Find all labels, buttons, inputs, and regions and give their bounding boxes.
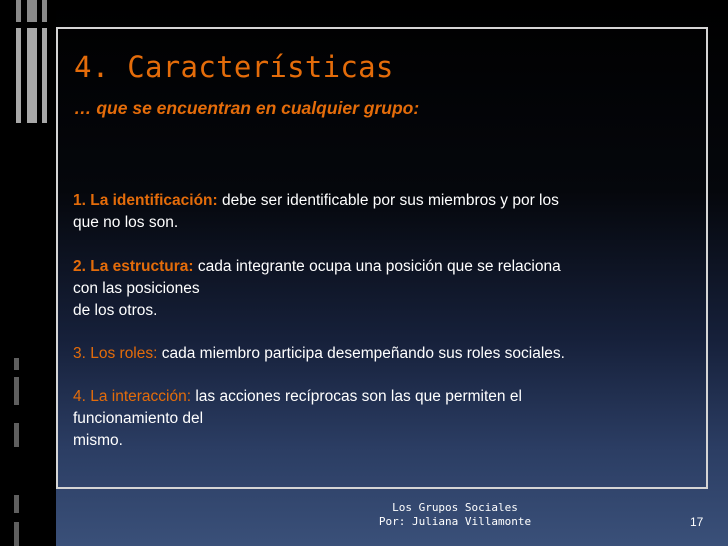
decorative-bar (16, 0, 21, 22)
item-text: mismo. (73, 432, 123, 449)
item-label: 4. La interacción: (73, 388, 192, 405)
item-text: que no los son. (73, 214, 179, 231)
decorative-bar (14, 358, 19, 370)
decorative-bar (42, 0, 47, 22)
characteristic-item-interaction (73, 386, 673, 452)
item-text: cada integrante ocupa una posición que se relaciona (197, 258, 561, 275)
decorative-bar (42, 28, 47, 123)
footer-title: Los Grupos Sociales (392, 501, 518, 514)
decorative-bar (14, 522, 19, 546)
item-text: debe ser identificable por sus miembros y por los (222, 192, 559, 209)
page-number: 17 (690, 515, 704, 529)
decorative-bar (14, 423, 19, 447)
characteristic-item-identification (73, 190, 673, 234)
decorative-bar (27, 0, 37, 22)
item-label: 1. La identificación: (73, 192, 218, 209)
footer-author: Por: Juliana Villamonte (378, 515, 532, 528)
item-text: de los otros. (73, 302, 158, 319)
slide-footer (370, 501, 540, 529)
slide-subtitle: … que se encuentran en cualquier grupo: (74, 98, 420, 118)
decorative-bar (14, 377, 19, 405)
item-label: 2. La estructura: (73, 258, 194, 275)
item-text: las acciones recíprocas son las que permiten el (195, 388, 522, 405)
characteristic-item-roles (73, 343, 673, 365)
item-label: 3. Los roles: (73, 345, 158, 362)
decorative-bar (16, 28, 21, 123)
decorative-bar (27, 28, 37, 123)
item-text: con las posiciones (73, 280, 200, 297)
characteristic-item-structure (73, 256, 673, 322)
decorative-bar (14, 495, 19, 513)
item-text: cada miembro participa desempeñando sus roles sociales. (161, 345, 565, 362)
slide-title: 4. Características (74, 50, 394, 84)
item-text: funcionamiento del (73, 410, 204, 427)
